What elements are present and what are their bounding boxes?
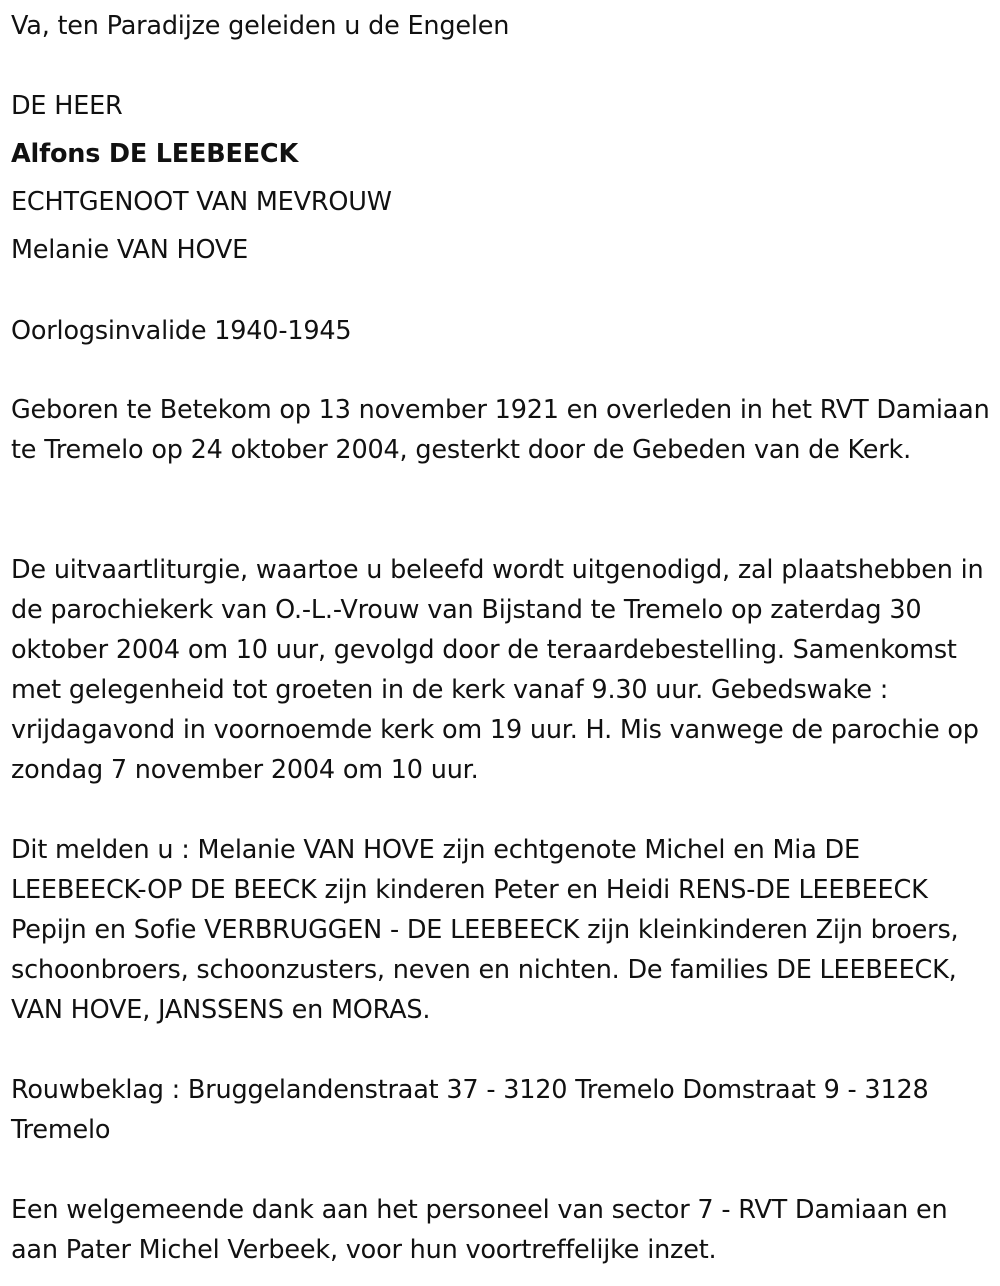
deceased-name: Alfons DE LEEBEECK xyxy=(11,139,298,169)
honorific-title: DE HEER xyxy=(11,91,123,121)
birth-death-paragraph: Geboren te Betekom op 13 november 1921 en overleden in het RVT Damiaan te Tremelo op 24 oktober 2004, gesterkt door de Gebeden van de Kerk. xyxy=(11,395,990,465)
spouse-name: Melanie VAN HOVE xyxy=(11,235,249,265)
thanks-paragraph: Een welgemeende dank aan het personeel van sector 7 - RVT Damiaan en aan Pater Michel Verbeek, voor hun voortreffelijke inzet. xyxy=(11,1195,948,1265)
relation-line: ECHTGENOOT VAN MEVROUW xyxy=(11,187,392,217)
status-line: Oorlogsinvalide 1940-1945 xyxy=(11,316,352,346)
funeral-paragraph: De uitvaartliturgie, waartoe u beleefd wordt uitgenodigd, zal plaatshebben in de parochiekerk van O.-L.-Vrouw van Bijstand te Tremelo op zaterdag 30 oktober 2004 om 10 uur, gevolgd door de teraardebestelling. Samenkomst met gelegenheid tot groeten in de kerk vanaf 9.30 uur. Gebedswake : vrijdagavond in voornoemde kerk om 19 uur. H. Mis vanwege de parochie op zondag 7 november 2004 om 10 uur. xyxy=(11,555,984,785)
opening-line: Va, ten Paradijze geleiden u de Engelen xyxy=(11,11,510,41)
condolences-paragraph: Rouwbeklag : Bruggelandenstraat 37 - 3120 Tremelo Domstraat 9 - 3128 Tremelo xyxy=(11,1075,929,1145)
family-paragraph: Dit melden u : Melanie VAN HOVE zijn echtgenote Michel en Mia DE LEEBEECK-OP DE BEECK zijn kinderen Peter en Heidi RENS-DE LEEBEECK Pepijn en Sofie VERBRUGGEN - DE LEEBEECK zijn kleinkinderen Zijn broers, schoonbroers, schoonzusters, neven en nichten. De families DE LEEBEECK, VAN HOVE, JANSSENS en MORAS. xyxy=(11,835,959,1025)
